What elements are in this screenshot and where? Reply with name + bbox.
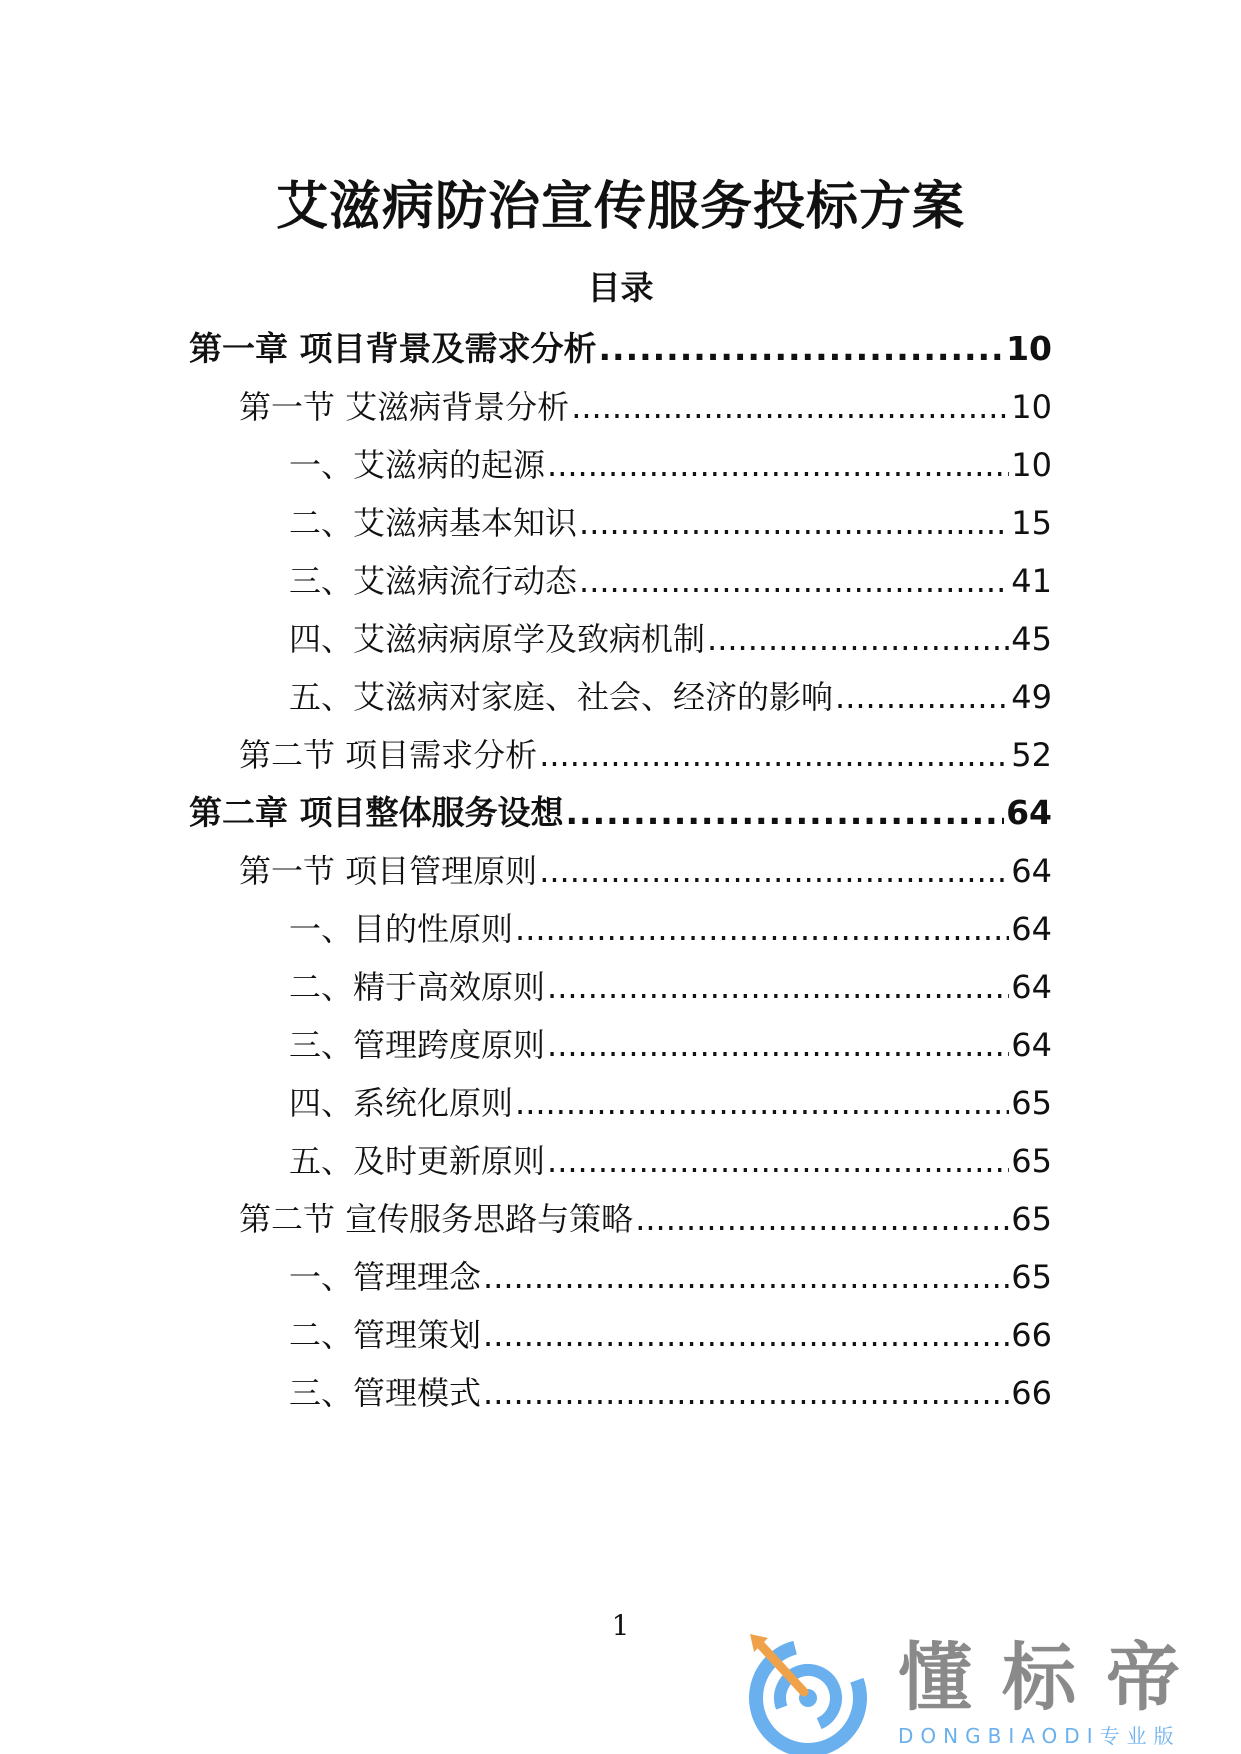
toc-dot-leader [579,501,1009,545]
toc-entry-label: 一、目的性原则 [289,910,514,948]
toc-entry-page: 64 [1011,910,1052,948]
toc-entry-page: 49 [1011,678,1052,716]
toc-entry-label: 第二章 项目整体服务设想 [189,793,564,832]
toc-dot-leader [539,733,1009,777]
toc-entry-label: 五、艾滋病对家庭、社会、经济的影响 [289,678,834,716]
brand-watermark [746,1634,1241,1754]
toc-dot-leader [566,791,1005,835]
toc-dot-leader [547,443,1009,487]
brand-name: 懂标帝 [898,1635,1210,1721]
toc-entry-subsection[interactable] [289,1081,1052,1125]
document-title: 艾滋病防治宣传服务投标方案 [275,177,965,237]
toc-dot-leader [515,907,1009,951]
brand-subtitle: DONGBIAODI专业版 [898,1724,1181,1748]
toc-dot-leader [707,617,1009,661]
toc-entry-page: 45 [1011,620,1052,658]
toc-entry-label: 四、系统化原则 [289,1084,514,1122]
toc-entry-page: 65 [1011,1142,1052,1180]
toc-entry-subsection[interactable] [289,675,1052,719]
toc-dot-leader [547,965,1009,1009]
toc-entry-label: 一、管理理念 [289,1258,482,1296]
toc-entry-subsection[interactable] [289,965,1052,1009]
toc-entry-label: 二、艾滋病基本知识 [289,504,578,542]
toc-entry-page: 65 [1011,1200,1052,1238]
toc-entry-chapter-1[interactable] [189,327,1052,371]
toc-entry-page: 10 [1011,446,1052,484]
toc-entry-label: 三、艾滋病流行动态 [289,562,578,600]
toc-entry-page: 65 [1011,1258,1052,1296]
toc-entry-subsection[interactable] [289,1313,1052,1357]
toc-entry-label: 第二节 宣传服务思路与策略 [239,1200,634,1238]
toc-entry-page: 64 [1011,852,1052,890]
toc-entry-label: 五、及时更新原则 [289,1142,546,1180]
toc-dot-leader [483,1313,1009,1357]
toc-entry-label: 二、精于高效原则 [289,968,546,1006]
toc-entry-subsection[interactable] [289,617,1052,661]
toc-heading: 目录 [587,268,654,307]
toc-entry-section[interactable] [239,385,1052,429]
toc-entry-section[interactable] [239,849,1052,893]
toc-entry-subsection[interactable] [289,907,1052,951]
toc-entry-subsection[interactable] [289,559,1052,603]
toc-entry-page: 66 [1011,1374,1052,1412]
toc-entry-label: 第一章 项目背景及需求分析 [189,329,597,368]
toc-entry-label: 四、艾滋病病原学及致病机制 [289,620,706,658]
toc-dot-leader [547,1023,1009,1067]
toc-entry-label: 第二节 项目需求分析 [239,736,538,774]
toc-entry-subsection[interactable] [289,443,1052,487]
toc-entry-label: 第一节 项目管理原则 [239,852,538,890]
toc-dot-leader [579,559,1009,603]
toc-entry-section[interactable] [239,733,1052,777]
toc-entry-label: 一、艾滋病的起源 [289,446,546,484]
toc-entry-page: 10 [1006,329,1052,368]
toc-entry-label: 二、管理策划 [289,1316,482,1354]
toc-entry-label: 三、管理模式 [289,1374,482,1412]
toc-entry-page: 52 [1011,736,1052,774]
toc-entry-subsection[interactable] [289,501,1052,545]
page-number: 1 [611,1609,630,1642]
toc-entry-section[interactable] [239,1197,1052,1241]
toc-dot-leader [635,1197,1009,1241]
toc-entry-label: 第一节 艾滋病背景分析 [239,388,570,426]
toc-dot-leader [571,385,1009,429]
toc-entry-label: 三、管理跨度原则 [289,1026,546,1064]
toc-dot-leader [539,849,1009,893]
toc-entry-subsection[interactable] [289,1371,1052,1415]
toc-entry-page: 64 [1011,1026,1052,1064]
toc-entry-page: 15 [1011,504,1052,542]
toc-dot-leader [483,1255,1009,1299]
toc-dot-leader [515,1081,1009,1125]
toc-entry-page: 66 [1011,1316,1052,1354]
toc-dot-leader [483,1371,1009,1415]
toc-entry-page: 64 [1006,793,1052,832]
toc-dot-leader [835,675,1009,719]
toc-entry-page: 10 [1011,388,1052,426]
toc-dot-leader [547,1139,1009,1183]
toc-entry-page: 65 [1011,1084,1052,1122]
toc-entry-subsection[interactable] [289,1023,1052,1067]
toc-dot-leader [599,327,1005,371]
toc-entry-page: 64 [1011,968,1052,1006]
toc-entry-subsection[interactable] [289,1255,1052,1299]
target-with-arrow-icon [746,1634,870,1754]
toc-entry-page: 41 [1011,562,1052,600]
toc-entry-subsection[interactable] [289,1139,1052,1183]
toc-entry-chapter-2[interactable] [189,791,1052,835]
